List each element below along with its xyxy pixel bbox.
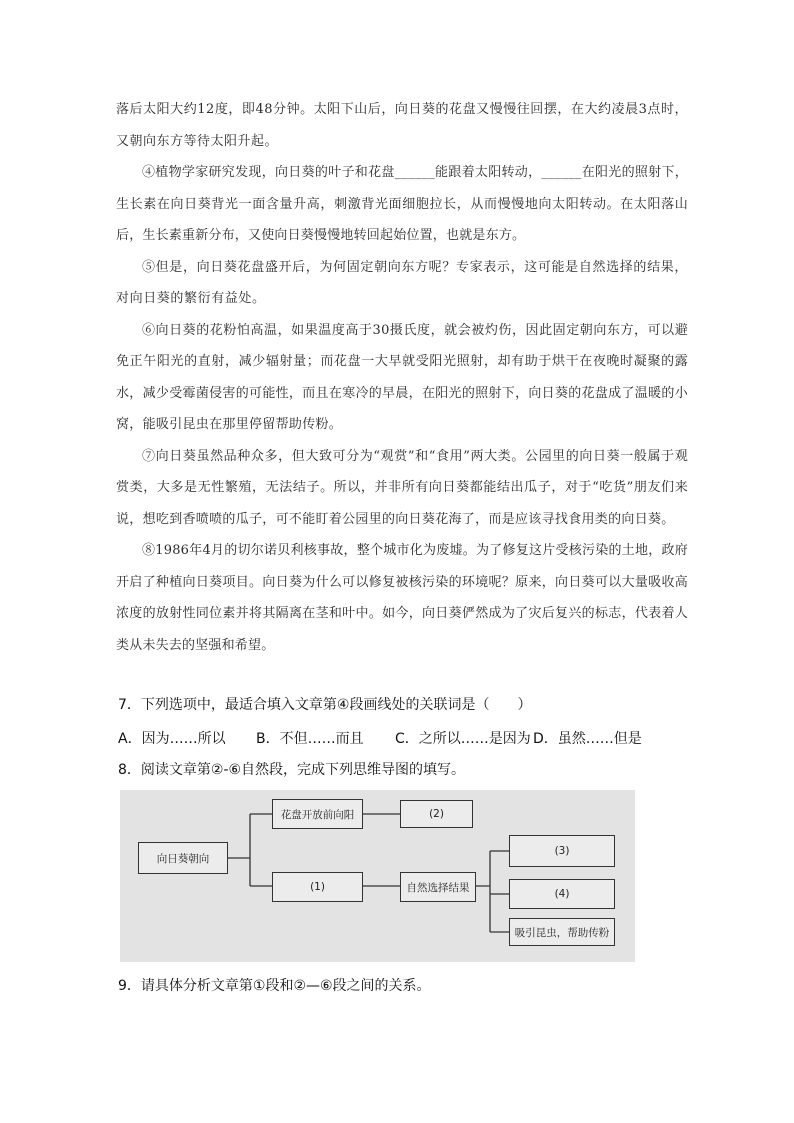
node-before-bloom: 花盘开放前向阳 <box>272 799 363 829</box>
paragraph-8: ⑧1986年4月的切尔诺贝利核事故，整个城市化为废墟。为了修复这片受核污染的土地，政府开启了种植向日葵项目。向日葵为什么可以修复被核污染的环境呢？原来，向日葵可以大量吸收高浓度的放射性同位素并将其隔离在茎和叶中。如今，向日葵俨然成为了灾后复兴的标志，代表着人类从未失去的坚强和希望。 <box>116 543 688 653</box>
blank-3[interactable]: (3) <box>509 835 615 867</box>
mind-map-diagram <box>120 790 635 962</box>
paragraph-5: ⑤但是，向日葵花盘盛开后，为何固定朝向东方呢？专家表示，这可能是自然选择的结果，对向日葵的繁衍有益处。 <box>116 259 688 306</box>
paragraph-6: ⑥向日葵的花粉怕高温，如果温度高于30摄氏度，就会被灼伤，因此固定朝向东方，可以避免正午阳光的直射，减少辐射量；而花盘一大早就受阳光照射，却有助于烘干在夜晚时凝聚的露水，减少受霉菌侵害的可能性，而且在寒冷的早晨，在阳光的照射下，向日葵的花盘成了温暖的小窝，能吸引昆虫在那里停留帮助传粉。 <box>116 322 688 432</box>
option-c: C．之所以……是因为 <box>395 731 531 747</box>
question-7: 7．下列选项中，最适合填入文章第④段画线处的关联词是（ ） <box>118 697 532 713</box>
paragraph-4: ④植物学家研究发现，向日葵的叶子和花盘______能跟着太阳转动，______在阳光的照射下，生长素在向日葵背光一面含量升高，刺激背光面细胞拉长，从而慢慢地向太阳转动。在太阳落山后，生长素重新分布，又使向日葵慢慢地转回起始位置，也就是东方。 <box>116 165 688 243</box>
blank-1[interactable]: (1) <box>272 872 363 902</box>
reading-passage <box>116 94 688 661</box>
blank-4[interactable]: (4) <box>509 879 615 909</box>
question-8: 8．阅读文章第②-⑥自然段，完成下列思维导图的填写。 <box>118 762 466 778</box>
option-d: D．虽然……但是 <box>533 731 642 747</box>
option-b: B．不但……而且 <box>256 731 364 747</box>
paragraph-7: ⑦向日葵虽然品种众多，但大致可分为“观赏”和“食用”两大类。公园里的向日葵一般属于观赏类，大多是无性繁殖，无法结子。所以，并非所有向日葵都能结出瓜子，对于“吃货”朋友们来说，想吃到香喷喷的瓜子，可不能盯着公园里的向日葵花海了，而是应该寻找食用类的向日葵。 <box>116 448 688 527</box>
paragraph-continued: 落后太阳大约12度，即48分钟。太阳下山后，向日葵的花盘又慢慢往回摆，在大约凌晨3点时，又朝向东方等待太阳升起。 <box>116 102 688 149</box>
blank-2[interactable]: (2) <box>400 800 473 828</box>
node-root: 向日葵朝向 <box>138 842 228 874</box>
node-attract-insects: 吸引昆虫，帮助传粉 <box>509 918 615 946</box>
node-natural-selection: 自然选择结果 <box>400 872 476 902</box>
option-a: A．因为……所以 <box>118 731 226 747</box>
question-9: 9．请具体分析文章第①段和②—⑥段之间的关系。 <box>118 978 431 994</box>
